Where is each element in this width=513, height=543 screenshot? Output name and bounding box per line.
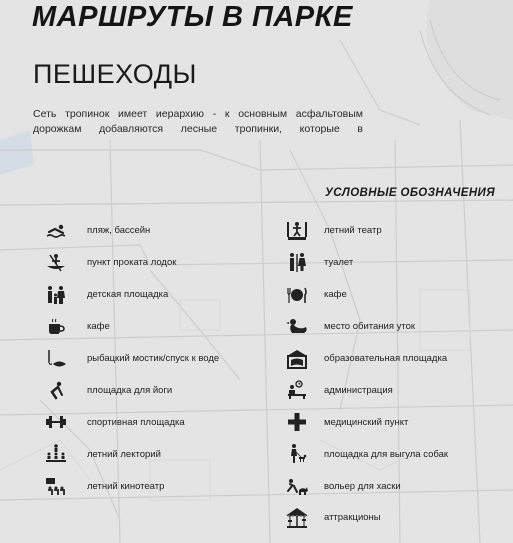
- carousel-icon: [282, 505, 312, 531]
- legend-label: спортивная площадка: [87, 416, 185, 428]
- legend-label: кафе: [87, 321, 110, 333]
- swimmer-icon: [41, 218, 71, 244]
- yoga-icon: [41, 377, 71, 403]
- legend-item: [41, 279, 219, 311]
- legend-label: летний кинотеатр: [87, 480, 165, 492]
- legend-right-column: [282, 215, 448, 534]
- legend-label: место обитания уток: [324, 321, 416, 333]
- legend-left-column: [41, 215, 219, 502]
- legend-label: администрация: [324, 384, 393, 396]
- canoe-icon: [41, 250, 71, 276]
- legend-label: образовательная площадка: [324, 353, 448, 364]
- legend-label: детская площадка: [87, 289, 169, 301]
- legend-label: вольер для хаски: [324, 480, 401, 492]
- husky-icon: [282, 473, 312, 499]
- legend-heading: УСЛОВНЫЕ ОБОЗНАЧЕНИЯ: [325, 187, 495, 199]
- legend-label: площадка для йоги: [87, 384, 173, 396]
- legend-item: [41, 406, 219, 438]
- legend-label: летний театр: [324, 225, 382, 237]
- cinema-icon: [41, 473, 71, 499]
- legend-item: [282, 406, 448, 438]
- legend-label: пункт проката лодок: [87, 257, 177, 269]
- legend-item: [282, 311, 448, 343]
- legend-label: кафе: [324, 289, 347, 301]
- legend-item: [282, 279, 448, 311]
- legend-item: [41, 438, 219, 470]
- medical-cross-icon: [282, 409, 312, 435]
- legend-item: [41, 343, 219, 375]
- administration-icon: [282, 377, 312, 403]
- legend-label: туалет: [324, 257, 354, 269]
- legend-label: пляж, бассейн: [87, 225, 151, 237]
- legend-item: [282, 374, 448, 406]
- coffee-cup-icon: [41, 314, 71, 340]
- legend-label: летний лекторий: [87, 448, 161, 460]
- legend-item: [41, 470, 219, 502]
- dumbbell-icon: [41, 409, 71, 435]
- duck-icon: [282, 314, 312, 340]
- education-building-icon: [282, 346, 312, 372]
- legend-item: [282, 343, 448, 375]
- legend-label: площадка для выгула собак: [324, 448, 449, 460]
- toilet-icon: [282, 250, 312, 276]
- legend-label: рыбацкий мостик/спуск к воде: [87, 353, 220, 364]
- legend-label: медицинский пункт: [324, 416, 409, 428]
- legend-item: [282, 215, 448, 247]
- fishing-icon: [41, 346, 71, 372]
- dining-icon: [282, 282, 312, 308]
- legend-item: [282, 247, 448, 279]
- legend-item: [41, 311, 219, 343]
- legend-item: [41, 247, 219, 279]
- legend-item: [282, 438, 448, 470]
- theater-icon: [282, 218, 312, 244]
- page-title: МАРШРУТЫ В ПАРКЕ: [32, 1, 353, 33]
- dog-walk-icon: [282, 441, 312, 467]
- family-icon: [41, 282, 71, 308]
- lecture-icon: [41, 441, 71, 467]
- section-subtitle: ПЕШЕХОДЫ: [33, 59, 197, 89]
- legend-item: [282, 470, 448, 502]
- legend-item: [41, 374, 219, 406]
- description-text: Сеть тропинок имеет иерархию - к основным асфальтовым дорожкам добавляются лесные тропинки, которые в: [33, 108, 363, 135]
- legend-item: [282, 502, 448, 534]
- legend-label: аттракционы: [324, 512, 381, 524]
- legend-item: [41, 215, 219, 247]
